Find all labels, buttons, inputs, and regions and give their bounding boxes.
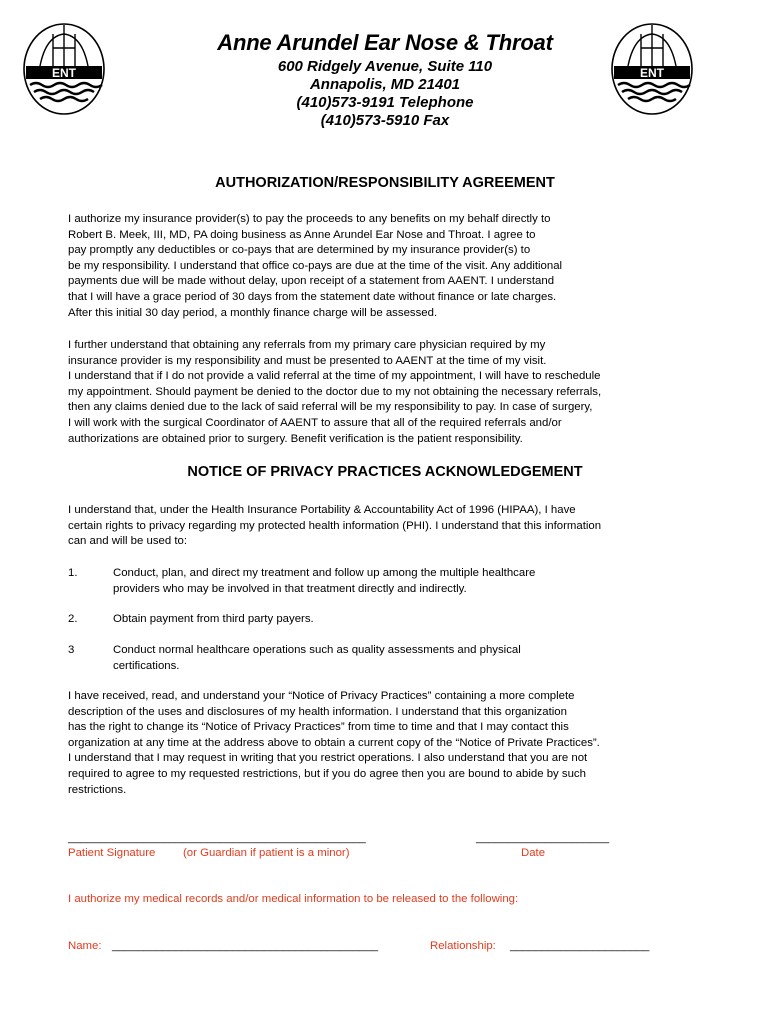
org-name: Anne Arundel Ear Nose & Throat xyxy=(217,30,553,55)
relationship-field[interactable]: ______________________ xyxy=(510,940,650,952)
privacy-intro: I understand that, under the Health Insurance Portability & Accountability Act of 1996 (HIPAA), I have certain rights to privacy regarding my protected health information (PHI). I understand that this information can and will be used to: xyxy=(68,504,602,548)
date-field[interactable]: _____________________ xyxy=(476,832,610,844)
address-line-2: Annapolis, MD 21401 xyxy=(309,76,461,93)
svg-text:ENT: ENT xyxy=(52,66,76,80)
list-item-text: Conduct normal healthcare operations such as quality assessments and physical certifications. xyxy=(113,644,521,672)
release-statement: I authorize my medical records and/or medical information to be released to the following: xyxy=(68,893,519,905)
address-line-1: 600 Ridgely Avenue, Suite 110 xyxy=(277,58,493,75)
privacy-closing: I have received, read, and understand your “Notice of Privacy Practices” containing a more complete description of the uses and disclosures of my health information. I understand that this organization has the right to change its “Notice of Privacy Practices” from time to time and that I may contact this organization at any time at the address above to obtain a current copy of the “Notice of Private Practices”. I understand that I may request in writing that you restrict operations. I also understand that you are not required to agree to my requested restrictions, but if you do agree then you are bound to abide by such restrictions. xyxy=(68,690,600,796)
date-label: Date xyxy=(521,847,546,859)
list-item-number: 2. xyxy=(68,613,78,625)
name-field[interactable]: __________________________________________ xyxy=(112,940,379,952)
ent-logo-icon xyxy=(610,22,694,116)
fax: (410)573-5910 Fax xyxy=(320,112,450,129)
list-item-text: Conduct, plan, and direct my treatment and follow up among the multiple healthcare providers who may be involved in that treatment directly and indirectly. xyxy=(113,567,536,595)
patient-signature-label: Patient Signature xyxy=(68,847,156,859)
list-item-number: 3 xyxy=(68,644,75,656)
list-item-number: 1. xyxy=(68,567,78,579)
ent-logo-icon xyxy=(22,22,106,116)
svg-text:ENT: ENT xyxy=(640,66,664,80)
guardian-note: (or Guardian if patient is a minor) xyxy=(183,847,350,859)
relationship-label: Relationship: xyxy=(430,940,496,952)
telephone: (410)573-9191 Telephone xyxy=(296,94,474,111)
ent-logo-right xyxy=(610,22,694,116)
ent-logo-left xyxy=(22,22,106,116)
list-item-text: Obtain payment from third party payers. xyxy=(113,613,314,625)
letterhead xyxy=(160,28,610,130)
auth-paragraph-1: I authorize my insurance provider(s) to pay the proceeds to any benefits on my behalf directly to Robert B. Meek, III, MD, PA doing business as Anne Arundel Ear Nose and Throat. I agree to pay promptly any deductibles or co-pays that are determined by my insurance provider(s) to be my responsibility. I understand that office co-pays are due at the time of the visit. Any additional payments due will be made without delay, upon receipt of a statement from AAENT. I understand that I will have a grace period of 30 days from the statement date without finance or late charges. After this initial 30 day period, a monthly finance charge will be assessed. xyxy=(68,213,563,319)
privacy-heading: NOTICE OF PRIVACY PRACTICES ACKNOWLEDGEMENT xyxy=(187,464,583,480)
name-label: Name: xyxy=(68,940,102,952)
auth-heading: AUTHORIZATION/RESPONSIBILITY AGREEMENT xyxy=(215,175,555,191)
auth-paragraph-2: I further understand that obtaining any referrals from my primary care physician required by my insurance provider is my responsibility and must be presented to AAENT at the time of my visit. I understand that if I do not provide a valid referral at the time of my appointment, I will have to reschedule my appointment. Should payment be denied to the doctor due to my not obtaining the necessary referrals, then any claims denied due to the lack of said referral will be my responsibility to pay. In case of surgery, I will work with the surgical Coordinator of AAENT to assure that all of the required referrals and/or authorizations are obtained prior to surgery. Benefit verification is the patient responsibility. xyxy=(68,339,602,445)
signature-field[interactable]: _______________________________________________ xyxy=(68,832,366,844)
